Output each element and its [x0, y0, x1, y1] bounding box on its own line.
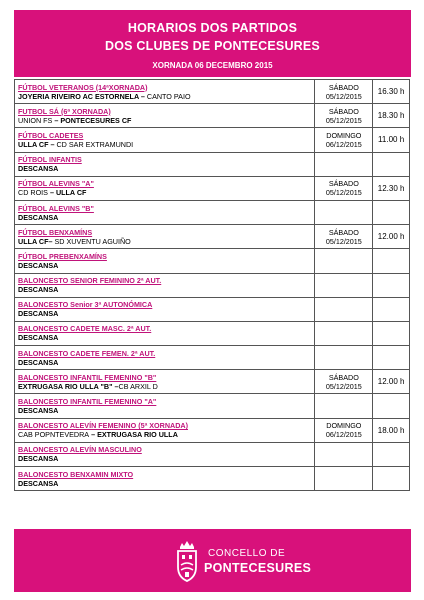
match-date: 05/12/2015 [325, 188, 362, 198]
match-day: SÁBADO [328, 106, 359, 116]
match-time [373, 297, 410, 321]
home-team: DESCANSA [18, 260, 59, 270]
category-label: BALONCESTO INFANTIL FEMENINO "B" [18, 372, 157, 382]
match-date: 06/12/2015 [325, 430, 362, 440]
schedule-row [15, 370, 410, 394]
date-cell [315, 80, 373, 104]
date-cell [315, 249, 373, 273]
match-teams [18, 116, 311, 125]
away-team: EXTRUGASA RIO ULLA [97, 430, 178, 440]
schedule-row [15, 128, 410, 152]
away-team: ULLA CF [55, 188, 87, 198]
schedule-row [15, 176, 410, 200]
match-teams [18, 92, 311, 101]
org-name-line2: PONTECESURES [204, 561, 312, 575]
home-team: ULLA CF [18, 236, 49, 246]
header-banner [14, 10, 411, 77]
match-cell [15, 152, 315, 176]
match-day: SÁBADO [328, 179, 359, 189]
match-time [373, 249, 410, 273]
match-cell [15, 297, 315, 321]
header-title-line1: HORARIOS DOS PARTIDOS [127, 21, 298, 35]
category-label: BALONCESTO INFANTIL FEMENINO "A" [18, 397, 157, 407]
category-label: FÚTBOL CADETES [18, 130, 84, 140]
match-teams [18, 382, 311, 391]
home-team: DESCANSA [18, 454, 59, 464]
category-label: FÚTBOL ALEVINS "A" [18, 179, 94, 189]
match-time [373, 200, 410, 224]
team-separator: – [47, 188, 56, 198]
match-date: 05/12/2015 [325, 91, 362, 101]
date-cell [315, 418, 373, 442]
home-team: DESCANSA [18, 478, 59, 488]
category-label: BALONCESTO ALEVÍN MASCULINO [18, 445, 142, 455]
match-teams [18, 479, 311, 488]
match-teams [18, 358, 311, 367]
match-date: 05/12/2015 [325, 236, 362, 246]
schedule-row [15, 297, 410, 321]
match-teams [18, 406, 311, 415]
match-time: 12.00 h [373, 370, 410, 394]
date-cell [315, 104, 373, 128]
match-teams [18, 430, 311, 439]
category-label: FÚTBOL VETERANOS (14ªXORNADA) [18, 82, 148, 92]
team-separator: – [48, 236, 55, 246]
category-label: FÚTBOL BENXAMÍNS [18, 227, 93, 237]
match-time [373, 467, 410, 491]
schedule-row [15, 225, 410, 249]
match-cell [15, 176, 315, 200]
schedule-row [15, 249, 410, 273]
match-time: 18.00 h [373, 418, 410, 442]
away-team: CD SAR EXTRAMUNDI [56, 139, 134, 149]
schedule-row [15, 104, 410, 128]
match-teams [18, 333, 311, 342]
category-label: FUTBOL SÁ (6ª XORNADA) [18, 106, 111, 116]
coat-of-arms-icon [174, 539, 200, 583]
match-time: 11.00 h [373, 128, 410, 152]
schedule-row [15, 346, 410, 370]
footer-banner [14, 529, 411, 592]
header-subtitle: XORNADA 06 DECEMBRO 2015 [152, 61, 273, 70]
match-cell [15, 321, 315, 345]
schedule-row [15, 273, 410, 297]
match-cell [15, 467, 315, 491]
category-label: FÚTBOL INFANTIS [18, 155, 82, 165]
match-cell [15, 346, 315, 370]
match-day: SÁBADO [328, 372, 359, 382]
match-date: 05/12/2015 [325, 381, 362, 391]
match-time [373, 152, 410, 176]
date-cell [315, 346, 373, 370]
match-cell [15, 442, 315, 466]
team-separator: – [48, 139, 57, 149]
home-team: JOYERIA RIVEIRO AC ESTORNELA [18, 91, 139, 101]
date-cell [315, 152, 373, 176]
home-team: EXTRUGASA RIO ULLA "B" [18, 381, 113, 391]
date-cell [315, 467, 373, 491]
match-teams [18, 213, 311, 222]
match-time [373, 442, 410, 466]
date-cell [315, 394, 373, 418]
away-team: CANTO PAIO [146, 91, 191, 101]
team-separator: – [112, 381, 119, 391]
category-label: FÚTBOL PREBENXAMÍNS [18, 251, 107, 261]
date-cell [315, 176, 373, 200]
category-label: BALONCESTO CADETE MASC. 2ª AUT. [18, 324, 152, 334]
schedule-row [15, 80, 410, 104]
match-cell [15, 273, 315, 297]
date-cell [315, 200, 373, 224]
date-cell [315, 225, 373, 249]
home-team: ULLA CF [18, 139, 49, 149]
match-cell [15, 225, 315, 249]
category-label: FÚTBOL ALEVINS "B" [18, 203, 94, 213]
match-teams [18, 237, 311, 246]
match-teams [18, 454, 311, 463]
match-teams [18, 164, 311, 173]
date-cell [315, 370, 373, 394]
category-label: BALONCESTO SENIOR FEMININO 2ª AUT. [18, 276, 162, 286]
home-team: UNION FS [18, 115, 53, 125]
match-cell [15, 418, 315, 442]
home-team: DESCANSA [18, 164, 59, 174]
home-team: DESCANSA [18, 285, 59, 295]
schedule-row [15, 418, 410, 442]
schedule-row [15, 394, 410, 418]
team-separator: – [138, 91, 147, 101]
match-cell [15, 370, 315, 394]
match-time [373, 346, 410, 370]
category-label: BALONCESTO CADETE FEMEN. 2ª AUT. [18, 348, 156, 358]
schedule-table [14, 79, 410, 491]
match-time: 16.30 h [373, 80, 410, 104]
home-team: DESCANSA [18, 309, 59, 319]
date-cell [315, 442, 373, 466]
match-date: 05/12/2015 [325, 115, 362, 125]
match-teams [18, 140, 311, 149]
match-teams [18, 188, 311, 197]
match-day: DOMINGO [326, 421, 362, 431]
away-team: SD XUVENTU AGUIÑO [54, 236, 131, 246]
date-cell [315, 321, 373, 345]
date-cell [315, 273, 373, 297]
match-cell [15, 80, 315, 104]
match-time [373, 273, 410, 297]
match-time: 12.30 h [373, 176, 410, 200]
category-label: BALONCESTO ALEVÍN FEMENINO (5ª XORNADA) [18, 421, 188, 431]
team-separator: – [52, 115, 61, 125]
match-teams [18, 309, 311, 318]
match-day: SÁBADO [328, 82, 359, 92]
match-cell [15, 249, 315, 273]
category-label: BALONCESTO BENXAMIN MIXTO [18, 469, 134, 479]
header-title-line2: DOS CLUBES DE PONTECESURES [105, 39, 320, 53]
away-team: CB ARXIL D [118, 381, 158, 391]
org-name-line1: CONCELLO DE [208, 548, 286, 559]
match-cell [15, 200, 315, 224]
schedule-row [15, 467, 410, 491]
home-team: DESCANSA [18, 357, 59, 367]
match-date: 06/12/2015 [325, 139, 362, 149]
match-cell [15, 104, 315, 128]
match-cell [15, 394, 315, 418]
match-day: DOMINGO [326, 130, 362, 140]
date-cell [315, 297, 373, 321]
match-time [373, 321, 410, 345]
match-time: 18.30 h [373, 104, 410, 128]
match-day: SÁBADO [328, 227, 359, 237]
home-team: DESCANSA [18, 212, 59, 222]
home-team: DESCANSA [18, 406, 59, 416]
schedule-row [15, 442, 410, 466]
team-separator: – [89, 430, 98, 440]
away-team: PONTECESURES CF [60, 115, 132, 125]
home-team: CD ROIS [18, 188, 48, 198]
schedule-row [15, 321, 410, 345]
home-team: DESCANSA [18, 333, 59, 343]
home-team: CAB POPNTEVEDRA [18, 430, 90, 440]
category-label: BALONCESTO Senior 3ª AUTONÓMICA [18, 300, 153, 310]
match-teams [18, 285, 311, 294]
match-time [373, 394, 410, 418]
match-cell [15, 128, 315, 152]
match-time: 12.00 h [373, 225, 410, 249]
match-teams [18, 261, 311, 270]
schedule-row [15, 200, 410, 224]
date-cell [315, 128, 373, 152]
schedule-row [15, 152, 410, 176]
